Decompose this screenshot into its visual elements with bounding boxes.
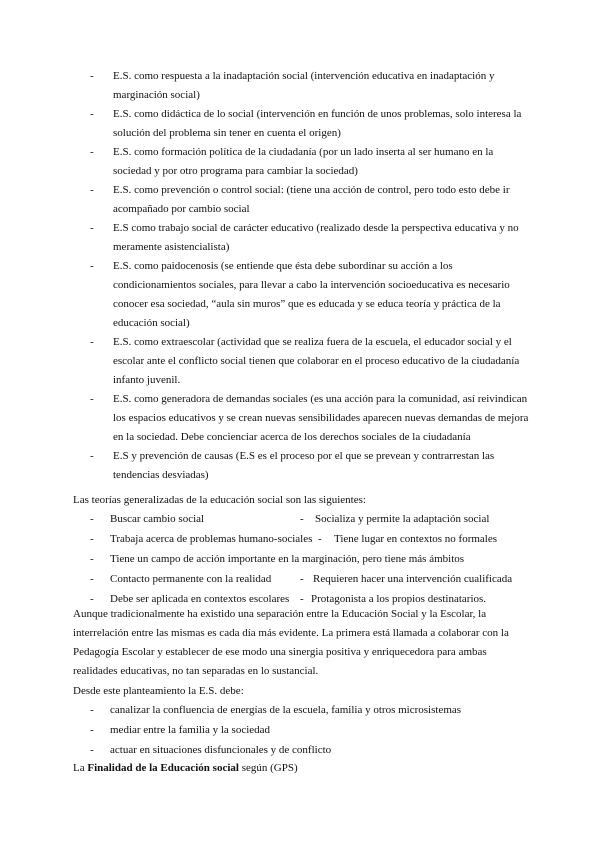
definition-item: - E.S y prevención de causas (E.S es el proceso por el que se prevean y contrarrestan las tendencias desviadas) <box>90 447 502 485</box>
theory-row: - Contacto permanente con la realidad - Requieren hacer una intervención cualificada <box>90 570 510 590</box>
definition-line: condicionamientos sociales, para llevar a cabo la intervención socioeducativa es necesario <box>113 279 510 291</box>
definition-item: - E.S. como formación política de la ciudadanía (por un lado inserta al ser humano en la sociedad y por otro programa para cambiar la sociedad) <box>90 143 502 181</box>
paragraph-line: interrelación entre las mismas es cada día más evidente. La primera está llamada a colaborar con la <box>73 627 509 639</box>
theories-intro: Las teorías generalizadas de la educación social son las siguientes: <box>73 494 366 506</box>
paragraph-line: Aunque tradicionalmente ha existido una separación entre la Educación Social y la Escolar, la <box>73 608 487 620</box>
paragraph <box>73 605 523 681</box>
definition-line: tendencias desviadas) <box>113 469 209 481</box>
theory-row: - Tiene un campo de acción importante en la marginación, pero tiene más ámbitos <box>90 550 510 570</box>
definition-line: solución del problema sin tener en cuenta el origen) <box>113 127 341 139</box>
theory-row: - Buscar cambio social - Socializa y permite la adaptación social <box>90 510 510 530</box>
theory-row: - Trabaja acerca de problemas humano-sociales - Tiene lugar en contextos no formales <box>90 530 510 550</box>
theory-right: Tiene lugar en contextos no formales <box>334 533 498 545</box>
definition-line: infanto juvenil. <box>113 374 181 386</box>
definition-line: escolar ante el conflicto social tienen que colaborar en el proceso educativo de la ciudadanía <box>113 355 520 367</box>
definition-line: E.S como trabajo social de carácter educativo (realizado desde la perspectiva educativa y no <box>113 222 519 234</box>
definition-item: - E.S. como prevención o control social: (tiene una acción de control, pero todo esto debe ir acompañado por cambio social <box>90 181 502 219</box>
definition-line: los espacios educativos y se crean nuevas sensibilidades aparecen nuevas demandas de mejora <box>113 412 529 424</box>
theory-row: - Debe ser aplicada en contextos escolares - Protagonista a los propios destinatarios. <box>90 590 510 610</box>
paragraph-line: Pedagogía Escolar y establecer de ese modo una sinergia positiva y enriquecedora para ambas <box>73 646 487 658</box>
definition-line: E.S. como formación política de la ciudadanía (por un lado inserta al ser humano en la <box>113 146 494 158</box>
definition-line: E.S. como generadora de demandas sociales (es una acción para la comunidad, así reivindican <box>113 393 528 405</box>
theory-right: Socializa y permite la adaptación social <box>315 513 490 525</box>
definition-line: E.S. como didáctica de lo social (intervención en función de unos problemas, solo interesa la <box>113 108 522 120</box>
theory-left: Buscar cambio social <box>110 513 205 525</box>
approach-intro: Desde este planteamiento la E.S. debe: <box>73 685 244 697</box>
final-heading: La Finalidad de la Educación social según (GPS) <box>73 762 298 774</box>
approach-item: - canalizar la confluencia de energías de la escuela, familia y otros microsistemas <box>90 704 462 716</box>
definitions-list <box>90 67 529 485</box>
definition-line: E.S. como extraescolar (actividad que se realiza fuera de la escuela, el educador social y el <box>113 336 512 348</box>
theory-right: Protagonista a los propios destinatarios. <box>311 593 487 605</box>
paragraph-line: realidades educativas, no tan separadas en lo sustancial. <box>73 665 319 677</box>
theory-left: Trabaja acerca de problemas humano-sociales <box>110 533 313 545</box>
definition-line: marginación social) <box>113 89 200 101</box>
definition-line: E.S. como respuesta a la inadaptación social (intervención educativa en inadaptación y <box>113 70 495 82</box>
final-heading-bold: Finalidad de la Educación social <box>87 762 239 774</box>
definition-line: E.S y prevención de causas (E.S es el proceso por el que se prevean y contrarrestan las <box>113 450 495 462</box>
definition-line: educación social) <box>113 317 190 329</box>
definition-line: sociedad y por otro programa para cambiar la sociedad) <box>113 165 358 177</box>
definition-line: E.S. como prevención o control social: (tiene una acción de control, pero todo esto debe ir <box>113 184 510 196</box>
definition-item: - E.S como trabajo social de carácter educativo (realizado desde la perspectiva educativa y no meramente asistencialista) <box>90 219 502 257</box>
approach-list <box>90 701 510 761</box>
definition-line: conocer esa sociedad, “aula sin muros” que es educada y se educa teoría y práctica de la <box>113 298 501 310</box>
theories-list <box>90 510 513 610</box>
definition-line: E.S. como paidocenosis (se entiende que ésta debe subordinar su acción a los <box>113 260 453 272</box>
theory-right: Requieren hacer una intervención cualificada <box>313 573 513 585</box>
definition-item: - E.S. como paidocenosis (se entiende que ésta debe subordinar su acción a los condicionamientos sociales, para llevar a cabo la intervención socioeducativa es necesario conocer esa sociedad, “aula sin muros” que es educada y se educa teoría y práctica de la educación social) <box>90 257 502 333</box>
definition-line: en la sociedad. Debe concienciar acerca de los derechos sociales de la ciudadanía <box>113 431 471 443</box>
definition-item: - E.S. como extraescolar (actividad que se realiza fuera de la escuela, el educador social y el escolar ante el conflicto social tienen que colaborar en el proceso educativo de la ciudadanía infanto juvenil. <box>90 333 502 390</box>
approach-item: - mediar entre la familia y la sociedad <box>90 724 271 736</box>
theory-left: Debe ser aplicada en contextos escolares <box>110 593 290 605</box>
definition-item: - E.S. como generadora de demandas sociales (es una acción para la comunidad, así reivindican los espacios educativos y se crean nuevas sensibilidades aparecen nuevas demandas de mejora en la sociedad. Debe concienciar acerca de los derechos sociales de la ciudadanía <box>90 390 502 447</box>
approach-item: - actuar en situaciones disfuncionales y de conflicto <box>90 744 332 756</box>
theory-left: Tiene un campo de acción importante en la marginación, pero tiene más ámbitos <box>110 553 465 565</box>
definition-item: - E.S. como respuesta a la inadaptación social (intervención educativa en inadaptación y marginación social) <box>90 67 502 105</box>
definition-item: - E.S. como didáctica de lo social (intervención en función de unos problemas, solo interesa la solución del problema sin tener en cuenta el origen) <box>90 105 502 143</box>
theory-left: Contacto permanente con la realidad <box>110 573 272 585</box>
definition-line: meramente asistencialista) <box>113 241 230 253</box>
definition-line: acompañado por cambio social <box>113 203 250 215</box>
